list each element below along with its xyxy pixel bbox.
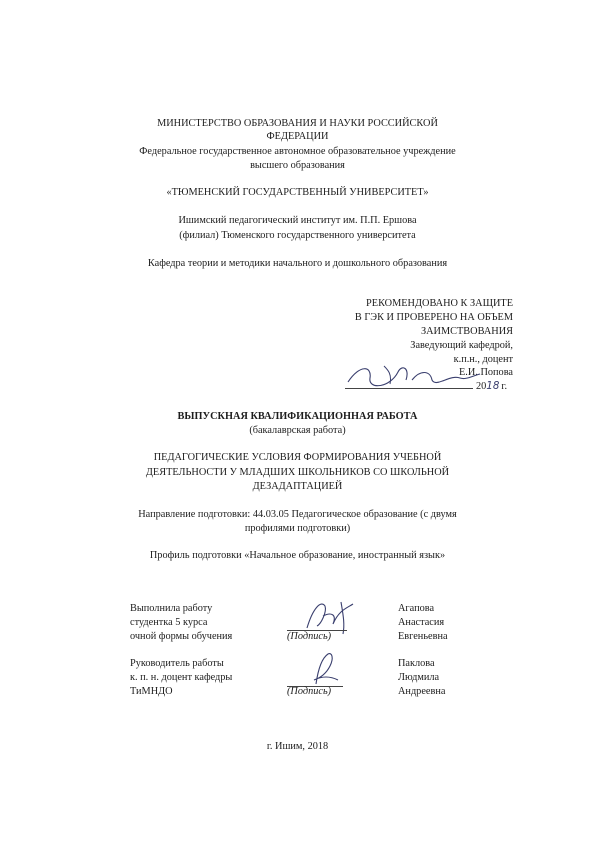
direction-line-2: профилями подготовки) — [244, 523, 351, 534]
direction-line-1: Направление подготовки: 44.03.05 Педагогическое образование (с двумя — [138, 509, 457, 520]
supervisor-signature-caption: (Подпись) — [287, 686, 332, 697]
student-patronymic: Евгеньевна — [398, 631, 448, 642]
student-surname: Агапова — [398, 603, 435, 614]
topic-line-1: ПЕДАГОГИЧЕСКИЕ УСЛОВИЯ ФОРМИРОВАНИЯ УЧЕБНОЙ — [153, 452, 442, 463]
head-degree: к.п.н., доцент — [453, 354, 513, 365]
student-signature-caption: (Подпись) — [287, 631, 332, 642]
university-name: «ТЮМЕНСКИЙ ГОСУДАРСТВЕННЫЙ УНИВЕРСИТЕТ» — [166, 187, 429, 198]
approval-line-2: В ГЭК И ПРОВЕРЕНО НА ОБЪЕМ — [354, 312, 513, 323]
supervisor-first-name: Людмила — [398, 672, 440, 683]
supervisor-surname: Паклова — [398, 658, 435, 669]
topic-line-2: ДЕЯТЕЛЬНОСТИ У МЛАДШИХ ШКОЛЬНИКОВ СО ШКОЛЬНОЙ — [145, 467, 450, 478]
institution-line-2: высшего образования — [250, 160, 345, 171]
student-label-1: Выполнила работу — [130, 603, 213, 614]
student-label-3: очной формы обучения — [130, 631, 233, 642]
ministry-line-1: МИНИСТЕРСТВО ОБРАЗОВАНИЯ И НАУКИ РОССИЙСКОЙ — [157, 118, 438, 129]
city-year: г. Ишим, 2018 — [266, 741, 329, 752]
supervisor-label-3: ТиМНДО — [130, 686, 173, 697]
supervisor-label-1: Руководитель работы — [130, 658, 224, 669]
branch-line-2: (филиал) Тюменского государственного университета — [179, 230, 416, 241]
year-suffix: г. — [501, 381, 508, 392]
head-signature-line — [345, 388, 473, 389]
head-name: Е.И. Попова — [459, 367, 513, 378]
student-first-name: Анастасия — [398, 617, 445, 628]
head-of-department-label: Заведующий кафедрой, — [410, 340, 513, 351]
approval-line-3: ЗАИМСТВОВАНИЯ — [420, 326, 513, 337]
supervisor-label-2: к. п. н. доцент кафедры — [130, 672, 233, 683]
approval-line-1: РЕКОМЕНДОВАНО К ЗАЩИТЕ — [366, 298, 513, 309]
institution-line-1: Федеральное государственное автономное образовательное учреждение — [139, 146, 456, 157]
supervisor-signature-icon — [302, 650, 348, 688]
branch-line-1: Ишимский педагогический институт им. П.П. Ершова — [178, 215, 417, 226]
profile-line: Профиль подготовки «Начальное образование, иностранный язык» — [149, 550, 446, 561]
ministry-line-2: ФЕДЕРАЦИИ — [266, 131, 329, 142]
department-name: Кафедра теории и методики начального и дошкольного образования — [147, 258, 448, 269]
work-title: ВЫПУСКНАЯ КВАЛИФИКАЦИОННАЯ РАБОТА — [177, 411, 418, 422]
year-handwritten: 18 — [486, 380, 500, 392]
student-label-2: студентка 5 курса — [130, 617, 208, 628]
topic-line-3: ДЕЗАДАПТАЦИЕЙ — [252, 481, 343, 492]
supervisor-patronymic: Андреевна — [398, 686, 446, 697]
work-subtitle: (бакалаврская работа) — [249, 425, 346, 436]
approval-date — [476, 380, 507, 393]
year-prefix: 20 — [476, 381, 487, 392]
